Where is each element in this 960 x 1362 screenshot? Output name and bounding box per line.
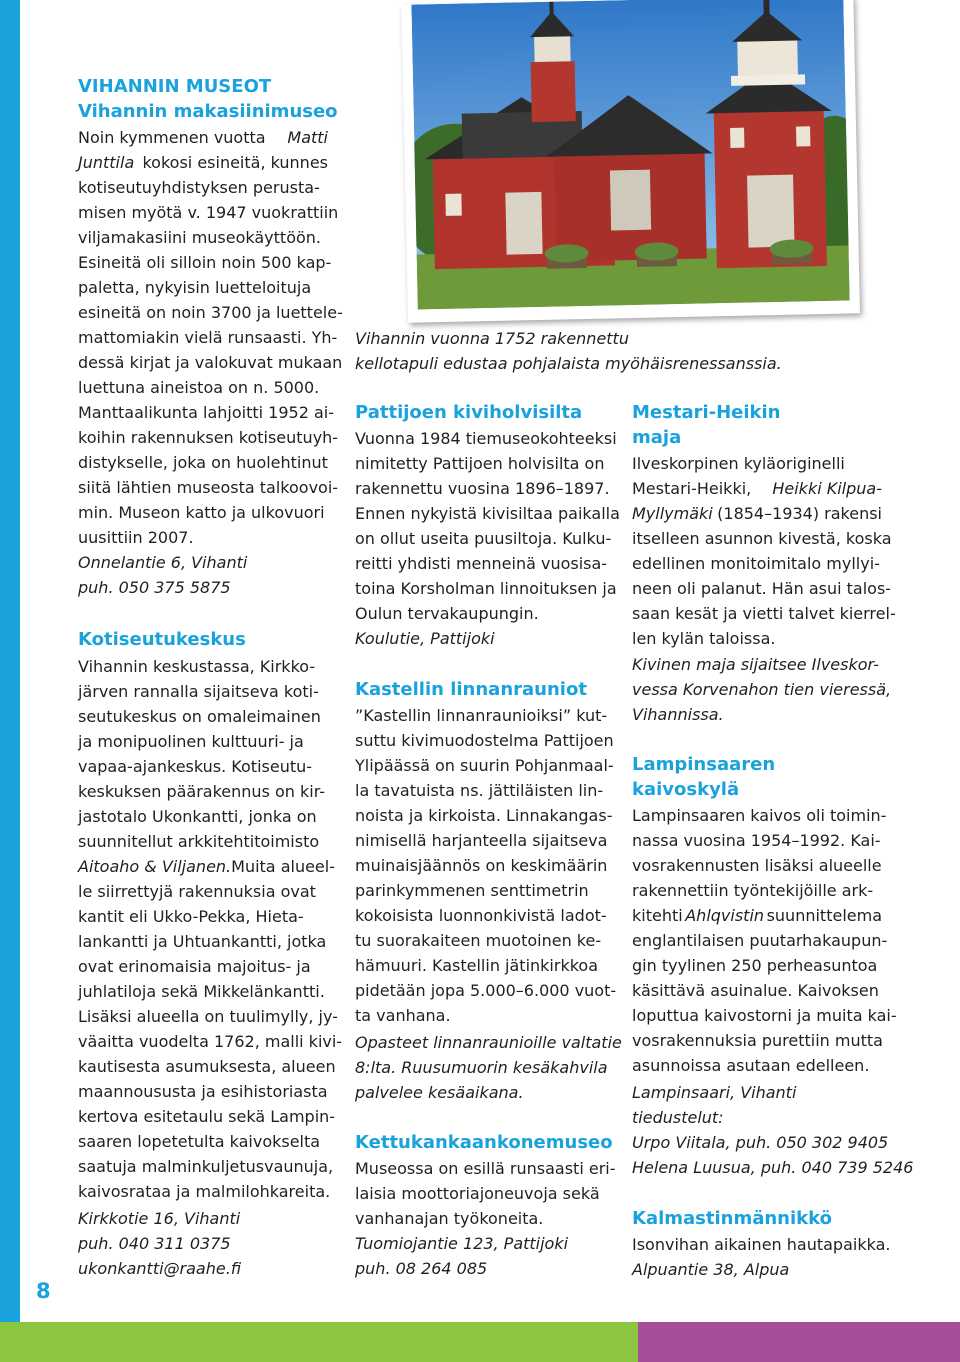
col1-p1-line-12: Manttaalikunta lahjoitti 1952 ai-: [78, 403, 334, 422]
col1-p2-line-1: Vihannin keskustassa, Kirkko-: [78, 657, 316, 676]
col1-address1-line-2: puh. 050 375 5875: [78, 578, 231, 597]
col3-heading-mestari-heikin-1: Mestari-Heikin: [632, 402, 781, 423]
col2-s3-address-2: puh. 08 264 085: [355, 1259, 488, 1278]
col1-p2-line-19: kertova esitetaulu sekä Lampin-: [78, 1107, 336, 1126]
bottom-bar-green: [0, 1322, 638, 1362]
col1-p2-line-4: ja monipuolinen kulttuuri- ja: [78, 732, 304, 751]
col1-p2-line-12: lankantti ja Uhtuankantti, jotka: [78, 932, 327, 951]
col1-address1-line-1: Onnelantie 6, Vihanti: [78, 553, 248, 572]
col1-p1-line-11: luettuna aineistoa on n. 5000.: [78, 378, 320, 397]
col3-heading-lampinsaaren-1: Lampinsaaren: [632, 754, 776, 775]
col1-p2-line-11: kantit eli Ukko-Pekka, Hieta-: [78, 907, 304, 926]
col1-main-heading: VIHANNIN MUSEOT: [78, 76, 272, 97]
col3-s1-line-8: len kylän taloissa.: [632, 629, 776, 648]
bell-tower-illustration: [411, 0, 849, 310]
col2-s1-line-8: Oulun tervakaupungin.: [355, 604, 539, 623]
col3-s2-line-10: vosrakennuksia purettiin mutta: [632, 1031, 883, 1050]
col1-p2-line-10: le siirrettyjä rakennuksia ovat: [78, 882, 316, 901]
col3-s1-seg-b: Heikki Kilpua-: [772, 479, 882, 498]
col3-s1-line-7: saan kesät ja vietti talvet kierrel-: [632, 604, 896, 623]
col2-s2-line-6: nimisellä harjanteella sijaitseva: [355, 831, 608, 850]
col3-s2-line-9: loputtua kaivostorni ja muita kai-: [632, 1006, 897, 1025]
col1-p2-line-2: järven rannalla sijaitseva koti-: [78, 682, 319, 701]
col1-heading-makasiinimuseo: Vihannin makasiinimuseo: [78, 101, 338, 122]
col3-s1-seg-c: Myllymäki: [632, 504, 713, 523]
col2-s2-address-2: 8:lta. Ruusumuorin kesäkahvila: [355, 1058, 608, 1077]
col1-p2-architect: Aitoaho & Viljanen.: [78, 857, 232, 876]
col2-s2-line-12: pidetään jopa 5.000–6.000 vuot-: [355, 981, 617, 1000]
col3-heading-kalmastinmannikko: Kalmastinmännikkö: [632, 1208, 832, 1229]
left-accent-strip: [0, 0, 20, 1322]
col1-p1-line-17: uusittiin 2007.: [78, 528, 194, 547]
col1-p2-seg-muita: Muita alueel-: [231, 857, 335, 876]
col3-s2-line-2: nassa vuosina 1954–1992. Kai-: [632, 831, 881, 850]
col1-p2-line-7: jastotalo Ukonkantti, jonka on: [78, 807, 317, 826]
col2-s2-line-4: la tavatuista ns. jättiläisten lin-: [355, 781, 604, 800]
col3-heading-mestari-heikin-2: maja: [632, 427, 682, 448]
col3-s1-seg-d: (1854–1934) rakensi: [717, 504, 882, 523]
col1-p1-line-3: kotiseutuyhdistyksen perusta-: [78, 178, 320, 197]
col2-heading-linnanrauniot: Kastellin linnanrauniot: [355, 679, 587, 700]
col1-p1-seg-a: Noin kymmenen vuotta: [78, 128, 266, 147]
col1-p1-line-5: viljamakasiini museokäyttöön.: [78, 228, 321, 247]
col1-p1-seg-d: kokosi esineitä, kunnes: [142, 153, 328, 172]
col1-p2-line-5: vapaa-ajankeskus. Kotiseutu-: [78, 757, 313, 776]
col1-p1-line-7: paletta, nykyisin luetteloituja: [78, 278, 312, 297]
col3-s1-address-1: Kivinen maja sijaitsee Ilveskor-: [632, 655, 879, 674]
col1-p1-line-15: siitä lähtien museosta talkoovoi-: [78, 478, 339, 497]
col3-s1-line-5: edellinen monitoimitalo myllyi-: [632, 554, 880, 573]
col3-s2-address-3: Urpo Viitala, puh. 050 302 9405: [632, 1133, 889, 1152]
col2-s3-line-3: vanhanajan työkoneita.: [355, 1209, 544, 1228]
col2-s3-address-1: Tuomiojantie 123, Pattijoki: [355, 1234, 569, 1253]
col3-s2-line-11: asunnoissa asutaan edelleen.: [632, 1056, 870, 1075]
col2-s2-line-13: ta vanhana.: [355, 1006, 451, 1025]
col1-p2-line-17: kautisesta asumuksesta, alueen: [78, 1057, 336, 1076]
col2-s1-line-1: Vuonna 1984 tiemuseokohteeksi: [355, 429, 617, 448]
col2-s2-line-9: kokoisista luonnonkivistä ladot-: [355, 906, 607, 925]
col2-s3-line-2: laisia moottoriajoneuvoja sekä: [355, 1184, 600, 1203]
col1-p1-line-13: koihin rakennuksen kotiseutuyh-: [78, 428, 339, 447]
col3-s2-line-8: käsittävä asuinalue. Kaivoksen: [632, 981, 879, 1000]
col3-s1-line-1: Ilveskorpinen kyläoriginelli: [632, 454, 845, 473]
col3-s1-address-3: Vihannissa.: [632, 705, 724, 724]
col2-s2-address-3: palvelee kesäaikana.: [355, 1083, 524, 1102]
col2-s1-line-3: rakennettu vuosina 1896–1897.: [355, 479, 610, 498]
col1-p2-line-21: saatuja malminkuljetusvaunuja,: [78, 1157, 334, 1176]
col2-s1-line-2: nimitetty Pattijoen holvisilta on: [355, 454, 605, 473]
col3-s1-line-6: neen oli palanut. Hän asui talos-: [632, 579, 892, 598]
col2-heading-konemuseo: Kettukankaankonemuseo: [355, 1132, 613, 1153]
col3-s2-address-4: Helena Luusua, puh. 040 739 5246: [632, 1158, 914, 1177]
col1-p2-line-15: Lisäksi alueella on tuulimylly, jy-: [78, 1007, 338, 1026]
col1-p1-line-10: dessä kirjat ja valokuvat mukaan: [78, 353, 343, 372]
col3-s3-address: Alpuantie 38, Alpua: [632, 1260, 790, 1279]
col1-p1-line-2: [78, 150, 328, 175]
col2-s2-line-11: hämuuri. Kastellin jätinkirkkoa: [355, 956, 598, 975]
col3-s1-line-3: [632, 501, 882, 526]
col2-s2-line-3: Ylipäässä on suurin Pohjanmaal-: [355, 756, 614, 775]
col1-p1-line-14: distykselle, joka on huolehtinut: [78, 453, 328, 472]
col3-s2-line-7: gin tyylinen 250 perheasuntoa: [632, 956, 878, 975]
col2-s1-address: Koulutie, Pattijoki: [355, 629, 495, 648]
col3-s2-seg-b: Ahlqvistin: [685, 906, 765, 925]
col1-p1-line-16: min. Museon katto ja ulkovuori: [78, 503, 325, 522]
col2-s2-line-1: ”Kastellin linnanraunioiksi” kut-: [355, 706, 608, 725]
col3-s2-line-3: vosrakennusten lisäksi alueelle: [632, 856, 882, 875]
col3-s2-line-4: rakennettiin työntekijöille ark-: [632, 881, 874, 900]
col1-p2-line-9: [78, 854, 335, 879]
photo-caption-line-1: Vihannin vuonna 1752 rakennettu: [355, 329, 629, 348]
col2-heading-kiviholvisilta: Pattijoen kiviholvisilta: [355, 402, 583, 423]
col2-s1-line-7: toina Korsholman linnoituksen ja: [355, 579, 617, 598]
col3-s1-address-2: vessa Korvenahon tien vieressä,: [632, 680, 892, 699]
col2-s2-line-7: muinaisjäännös on keskimäärin: [355, 856, 608, 875]
col3-s2-line-5: [632, 903, 882, 928]
col1-p1-seg-c: Junttila: [78, 153, 135, 172]
col2-s2-line-5: noista ja kirkoista. Linnakangas-: [355, 806, 613, 825]
col1-email-link[interactable]: ukonkantti@raahe.fi: [78, 1259, 242, 1278]
col1-p1-line-8: esineitä on noin 3700 ja luettele-: [78, 303, 343, 322]
col3-s2-seg-c: suunnittelema: [766, 906, 882, 925]
col1-address2-line-2: puh. 040 311 0375: [78, 1234, 231, 1253]
col1-p1-seg-b: Matti: [287, 128, 328, 147]
col1-p2-line-18: maannoususta ja esihistoriasta: [78, 1082, 328, 1101]
col3-s1-line-2: [632, 476, 882, 501]
bottom-bar-purple: [638, 1322, 960, 1362]
col2-s2-address-1: Opasteet linnanraunioille valtatie: [355, 1033, 622, 1052]
col1-p2-line-8: suunnitellut arkkitehtitoimisto: [78, 832, 320, 851]
col1-p2-line-22: kaivosrataa ja malmilohkareita.: [78, 1182, 331, 1201]
col2-s1-line-6: reitti yhdisti menneinä vuosisa-: [355, 554, 608, 573]
col3-s2-seg-a: kitehti: [632, 906, 683, 925]
col1-p2-line-20: saaren lopetetulta kaivokselta: [78, 1132, 321, 1151]
col1-p1-line-6: Esineitä oli silloin noin 500 kap-: [78, 253, 332, 272]
col2-s3-line-1: Museossa on esillä runsaasti eri-: [355, 1159, 616, 1178]
bell-tower-photo: [401, 0, 860, 323]
photo-caption-line-2: kellotapuli edustaa pohjalaista myöhäisrenessanssia.: [355, 354, 782, 373]
col2-s2-line-2: suttu kivimuodostelma Pattijoen: [355, 731, 614, 750]
col3-s2-address-1: Lampinsaari, Vihanti: [632, 1083, 797, 1102]
col3-s3-line-1: Isonvihan aikainen hautapaikka.: [632, 1235, 891, 1254]
col3-s2-line-6: englantilaisen puutarhakaupun-: [632, 931, 888, 950]
col1-address2-line-1: Kirkkotie 16, Vihanti: [78, 1209, 241, 1228]
col2-s1-line-4: Ennen nykyistä kivisiltaa paikalla: [355, 504, 620, 523]
col1-heading-kotiseutukeskus: Kotiseutukeskus: [78, 629, 246, 650]
col3-s2-line-1: Lampinsaaren kaivos oli toimin-: [632, 806, 887, 825]
col1-p2-line-3: seutukeskus on omaleimainen: [78, 707, 321, 726]
col1-p1-line-9: mattomiakin vielä runsaasti. Yh-: [78, 328, 338, 347]
col2-s2-line-8: parinkymmenen senttimetrin: [355, 881, 589, 900]
col1-p1-line-1: [78, 125, 328, 150]
col1-p2-line-6: keskuksen päärakennus on kir-: [78, 782, 326, 801]
col3-heading-lampinsaaren-2: kaivoskylä: [632, 779, 740, 800]
page-number: 8: [36, 1279, 51, 1303]
col2-s2-line-10: tu suorakaiteen muotoinen ke-: [355, 931, 602, 950]
bottom-color-bar: [0, 1322, 960, 1362]
col1-p2-line-14: juhlatiloja sekä Mikkelänkantti.: [78, 982, 325, 1001]
col2-s1-line-5: on ollut useita puusiltoja. Kulku-: [355, 529, 612, 548]
col1-p2-line-13: ovat erinomaisia majoitus- ja: [78, 957, 311, 976]
col1-p2-line-16: väaitta vuodelta 1762, malli kivi-: [78, 1032, 343, 1051]
col1-p1-line-4: misen myötä v. 1947 vuokrattiin: [78, 203, 339, 222]
col3-s2-address-2: tiedustelut:: [632, 1108, 724, 1127]
col3-s1-seg-a: Mestari-Heikki,: [632, 479, 752, 498]
col3-s1-line-4: itselleen asunnon kivestä, koska: [632, 529, 892, 548]
